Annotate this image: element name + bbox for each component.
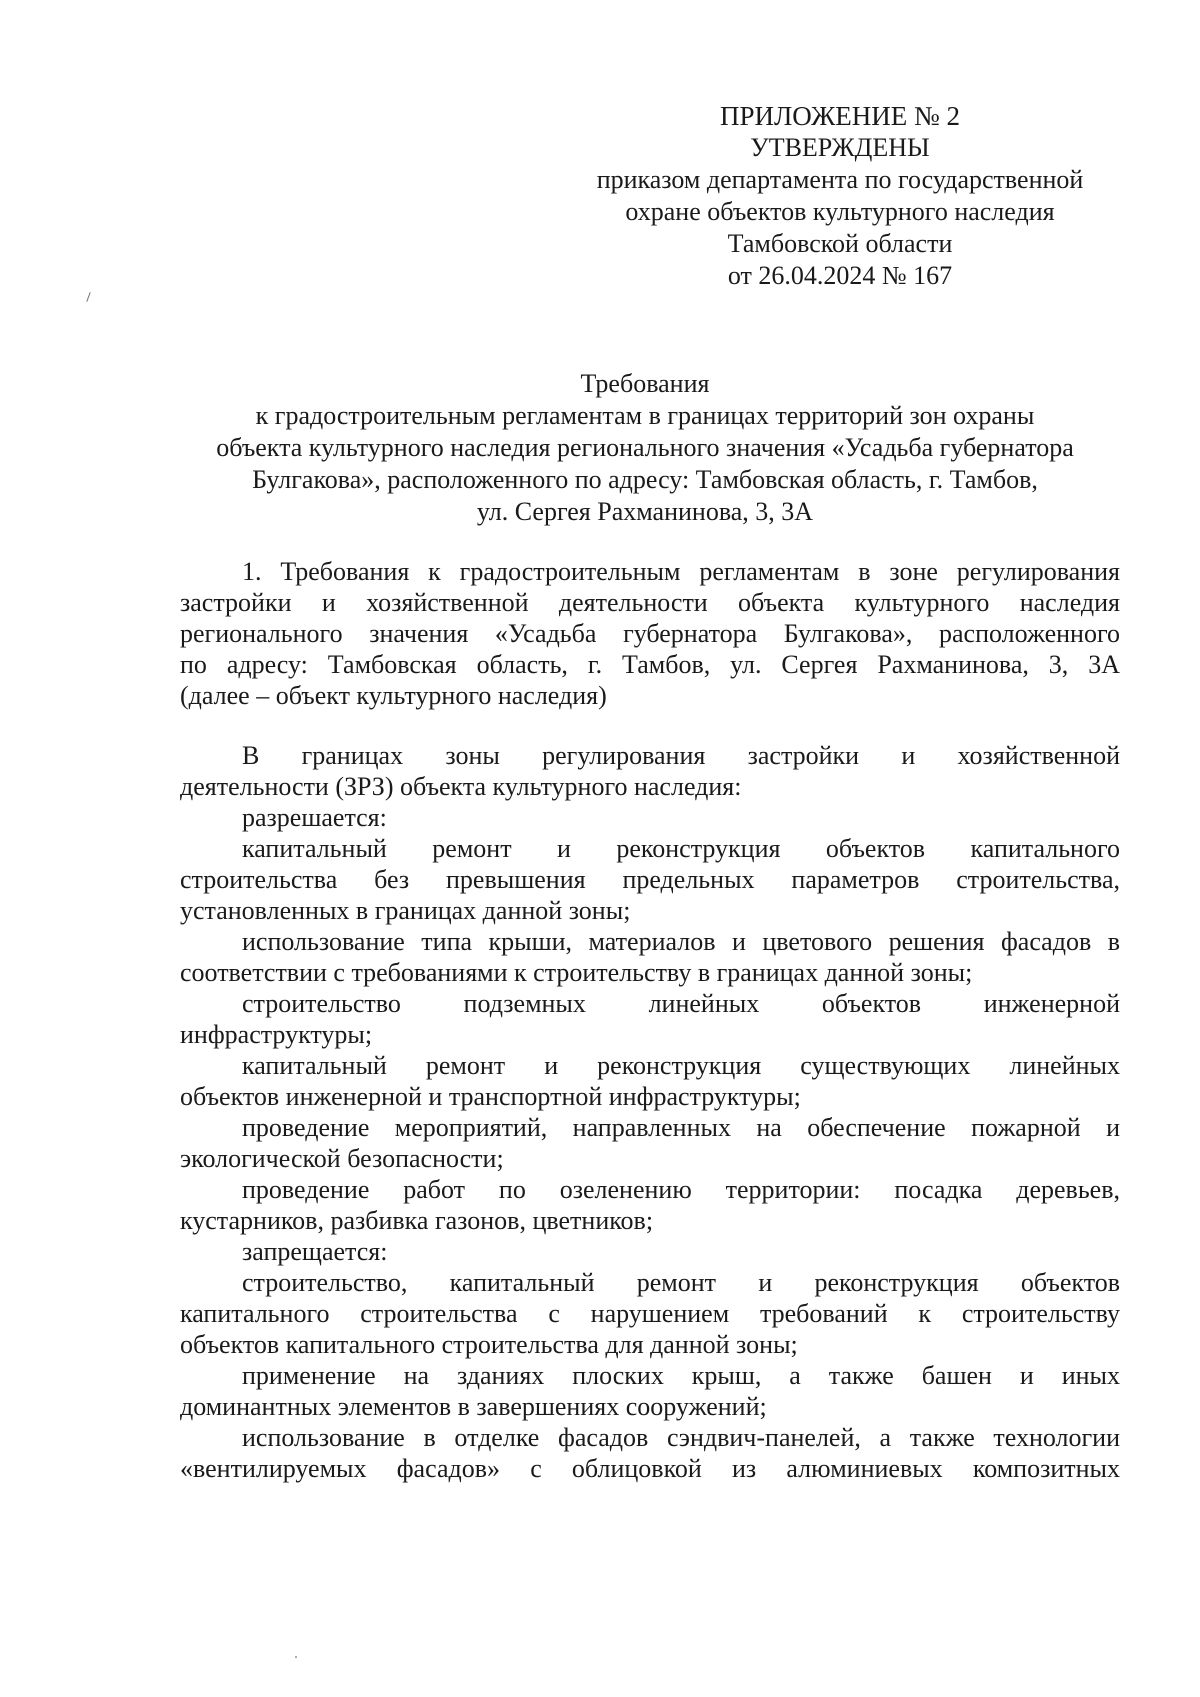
forbidden-item: использование в отделке фасадов сэндвич-панелей, а также технологии	[242, 1423, 1120, 1452]
allowed-item: объектов инженерной и транспортной инфраструктуры;	[180, 1082, 801, 1111]
title-heading: Требования	[580, 369, 710, 398]
allowed-item: проведение работ по озеленению территории: посадка деревьев,	[242, 1175, 1120, 1204]
section-2-intro: В границах зоны регулирования застройки и хозяйственной	[242, 741, 1120, 770]
approval-block	[560, 100, 1120, 292]
forbidden-item: капитального строительства с нарушением требований к строительству	[180, 1299, 1120, 1328]
allowed-header: разрешается:	[242, 803, 387, 832]
section-1-line: по адресу: Тамбовская область, г. Тамбов, ул. Сергея Рахманинова, 3, 3А	[180, 650, 1120, 679]
allowed-item: проведение мероприятий, направленных на обеспечение пожарной и	[242, 1113, 1120, 1142]
approval-status: УТВЕРЖДЕНЫ	[750, 133, 930, 162]
allowed-item: капитальный ремонт и реконструкция объектов капитального	[242, 834, 1120, 863]
section-1-line: (далее – объект культурного наследия)	[180, 681, 607, 710]
section-2-intro: деятельности (ЗРЗ) объекта культурного наследия:	[180, 772, 742, 801]
forbidden-item: «вентилируемых фасадов» с облицовкой из алюминиевых композитных	[180, 1454, 1120, 1483]
title-line: Булгакова», расположенного по адресу: Тамбовская область, г. Тамбов,	[252, 465, 1038, 494]
section-2	[180, 740, 1120, 1484]
allowed-item: использование типа крыши, материалов и цветового решения фасадов в	[242, 927, 1120, 956]
approval-order-line2: охране объектов культурного наследия	[625, 197, 1055, 226]
allowed-item: капитальный ремонт и реконструкция существующих линейных	[242, 1051, 1120, 1080]
forbidden-item: применение на зданиях плоских крыш, а также башен и иных	[242, 1361, 1120, 1390]
section-1-line: регионального значения «Усадьба губернатора Булгакова», расположенного	[180, 619, 1120, 648]
forbidden-item: строительство, капитальный ремонт и реконструкция объектов	[242, 1268, 1120, 1297]
approval-order-date: от 26.04.2024 № 167	[727, 261, 953, 290]
scan-speck	[295, 1656, 297, 1658]
title-line: к градостроительным регламентам в границах территорий зон охраны	[255, 401, 1035, 430]
scan-mark	[86, 292, 90, 302]
forbidden-item: доминантных элементов в завершениях сооружений;	[180, 1392, 767, 1421]
allowed-item: кустарников, разбивка газонов, цветников;	[180, 1206, 654, 1235]
section-1-line: 1. Требования к градостроительным регламентам в зоне регулирования	[242, 557, 1120, 586]
document-title	[170, 368, 1120, 528]
allowed-item: установленных в границах данной зоны;	[180, 896, 631, 925]
forbidden-header: запрещается:	[242, 1237, 388, 1266]
allowed-item: соответствии с требованиями к строительству в границах данной зоны;	[180, 958, 973, 987]
approval-order-line1: приказом департамента по государственной	[596, 165, 1084, 194]
appendix-number: ПРИЛОЖЕНИЕ № 2	[719, 101, 961, 131]
title-line: ул. Сергея Рахманинова, 3, 3А	[476, 497, 814, 526]
section-1	[180, 556, 1120, 711]
allowed-item: строительства без превышения предельных параметров строительства,	[180, 865, 1120, 894]
section-1-line: застройки и хозяйственной деятельности объекта культурного наследия	[180, 588, 1120, 617]
forbidden-item: объектов капитального строительства для данной зоны;	[180, 1330, 798, 1359]
allowed-item: экологической безопасности;	[180, 1144, 504, 1173]
allowed-item: строительство подземных линейных объектов инженерной	[242, 989, 1120, 1018]
title-line: объекта культурного наследия регионального значения «Усадьба губернатора	[216, 433, 1074, 462]
approval-order-line3: Тамбовской области	[727, 229, 953, 258]
allowed-item: инфраструктуры;	[180, 1020, 373, 1049]
